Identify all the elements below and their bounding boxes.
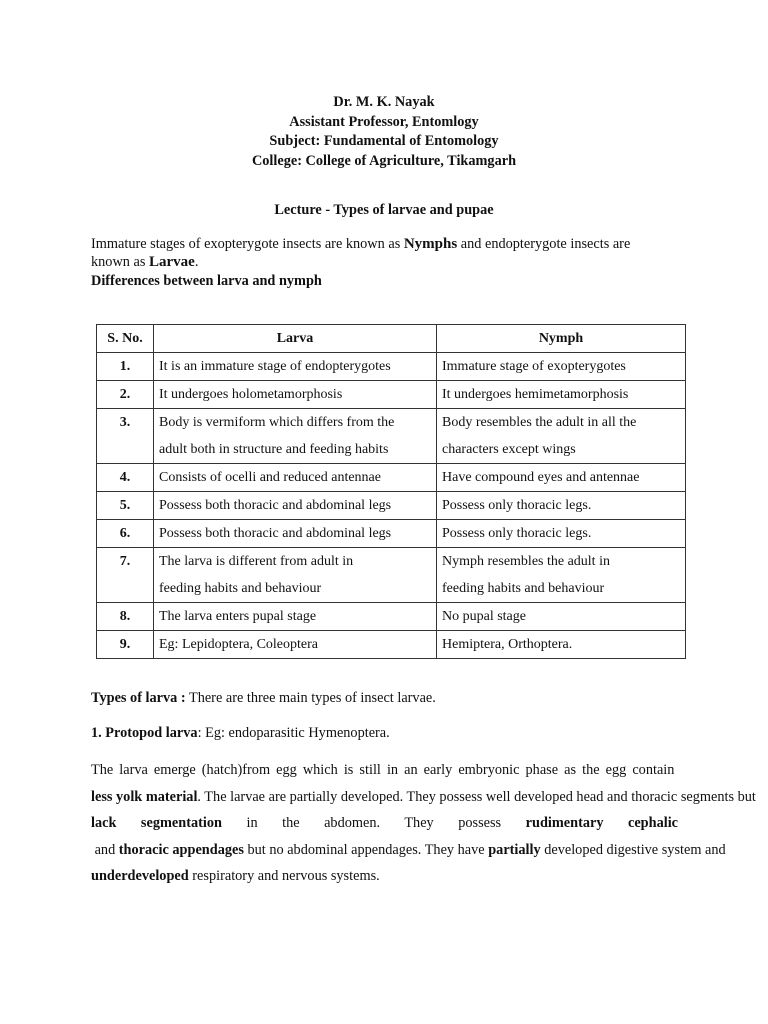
intro-text-3: . [194, 254, 199, 270]
larva-cell [154, 631, 437, 659]
nymph-cell [437, 520, 686, 548]
larva-cell-line: adult both in structure and feeding habits [159, 442, 389, 457]
nymph-cell [437, 409, 686, 464]
nymph-cell-line: Immature stage of exopterygotes [442, 359, 626, 374]
para-line-3 [91, 810, 678, 837]
para-line-1 [91, 757, 678, 784]
row-number: 7. [97, 548, 154, 603]
para-text-4: and [91, 841, 119, 858]
row-number: 8. [97, 603, 154, 631]
row-number: 3. [97, 409, 154, 464]
larva-cell [154, 464, 437, 492]
header-nymph: Nymph [437, 325, 686, 353]
nymph-cell [437, 464, 686, 492]
larva-cell [154, 381, 437, 409]
table-row [97, 409, 686, 464]
header-larva: Larva [154, 325, 437, 353]
intro-larvae-term: Larvae [148, 254, 195, 270]
nymph-cell-line: Nymph resembles the adult in [442, 554, 610, 569]
para-text-5: but no abdominal appendages. They have [243, 841, 489, 858]
intro-nymphs-term: Nymphs [403, 236, 458, 252]
differences-heading: Differences between larva and nymph [91, 273, 322, 289]
intro-paragraph [91, 235, 671, 271]
larva-cell [154, 548, 437, 603]
nymph-cell [437, 603, 686, 631]
row-number: 6. [97, 520, 154, 548]
header-sno: S. No. [97, 325, 154, 353]
para-bold-6: underdeveloped [91, 868, 189, 884]
lecture-title: Lecture - Types of larvae and pupae [274, 202, 494, 218]
row-number: 4. [97, 464, 154, 492]
para-text-7: respiratory and nervous systems. [188, 868, 380, 884]
larva-cell-line: feeding habits and behaviour [159, 581, 322, 596]
nymph-cell [437, 353, 686, 381]
larva-cell-line: Body is vermiform which differs from the [159, 415, 395, 430]
nymph-cell-line: Possess only thoracic legs. [442, 498, 592, 513]
table-row [97, 631, 686, 659]
nymph-cell-line: Hemiptera, Orthoptera. [442, 637, 573, 652]
nymph-cell [437, 381, 686, 409]
para-bold-2: lack segmentation [91, 815, 222, 831]
para-bold-3: rudimentary cephalic [525, 815, 679, 831]
intro-text-1: Immature stages of exopterygote insects are known as [91, 236, 404, 252]
college-line: College: College of Agriculture, Tikamgarh [251, 152, 517, 169]
nymph-cell-line: Have compound eyes and antennae [442, 470, 640, 485]
para-text-6: developed digestive system and [540, 841, 730, 858]
types-of-larva-label: Types of larva : [91, 690, 186, 706]
nymph-cell [437, 492, 686, 520]
larva-cell-line: Consists of ocelli and reduced antennae [159, 470, 381, 485]
author-name: Dr. M. K. Nayak [333, 94, 435, 110]
para-bold-1: less yolk material [91, 788, 198, 805]
row-number: 5. [97, 492, 154, 520]
para-line-4 [91, 837, 730, 864]
nymph-cell-line: characters except wings [442, 442, 576, 457]
larva-cell-line: Possess both thoracic and abdominal legs [159, 498, 392, 513]
table-row [97, 603, 686, 631]
larva-cell-line: It is an immature stage of endopterygotes [159, 359, 391, 374]
para-line-5 [91, 863, 678, 890]
protopod-label: 1. Protopod larva [91, 725, 198, 741]
larva-cell [154, 409, 437, 464]
nymph-cell [437, 548, 686, 603]
table-row [97, 381, 686, 409]
nymph-cell-line: It undergoes hemimetamorphosis [442, 387, 629, 402]
table-row [97, 353, 686, 381]
table-row [97, 464, 686, 492]
comparison-table [96, 324, 686, 659]
nymph-cell-line: No pupal stage [442, 609, 526, 624]
protopod-text: : Eg: endoparasitic Hymenoptera. [197, 725, 390, 741]
para-text-1: The larva emerge (hatch)from egg which is still in an early embryonic phase as the egg contain [91, 762, 678, 778]
para-bold-4: thoracic appendages [118, 841, 244, 858]
table-body [97, 353, 686, 659]
table-row [97, 492, 686, 520]
author-designation: Assistant Professor, Entomlogy [289, 113, 479, 130]
para-text-2: . The larvae are partially developed. They possess well developed head and thoracic segments but [197, 788, 760, 805]
larva-cell [154, 353, 437, 381]
table-row [97, 520, 686, 548]
intro-text-2: and endopterygote insects are known as [91, 236, 631, 270]
larva-cell-line: It undergoes holometamorphosis [159, 387, 343, 402]
larva-cell-line: Eg: Lepidoptera, Coleoptera [159, 637, 318, 652]
row-number: 1. [97, 353, 154, 381]
larva-cell-line: The larva is different from adult in [159, 554, 354, 569]
protopod-line [91, 723, 390, 743]
row-number: 9. [97, 631, 154, 659]
table-header-row [97, 325, 686, 353]
larva-cell-line: Possess both thoracic and abdominal legs [159, 526, 392, 541]
types-of-larva-line [91, 688, 436, 708]
protopod-description [91, 757, 760, 890]
para-text-3: in the abdomen. They possess [221, 815, 526, 831]
nymph-cell-line: feeding habits and behaviour [442, 581, 605, 596]
author-header [0, 93, 768, 171]
nymph-cell-line: Body resembles the adult in all the [442, 415, 637, 430]
para-line-2 [91, 784, 760, 811]
types-of-larva-text: There are three main types of insect larvae. [185, 690, 436, 706]
nymph-cell [437, 631, 686, 659]
larva-cell [154, 603, 437, 631]
row-number: 2. [97, 381, 154, 409]
table-row [97, 548, 686, 603]
para-bold-5: partially [488, 841, 541, 858]
subject-line: Subject: Fundamental of Entomology [269, 133, 499, 149]
larva-cell [154, 520, 437, 548]
larva-cell [154, 492, 437, 520]
larva-cell-line: The larva enters pupal stage [159, 609, 317, 624]
nymph-cell-line: Possess only thoracic legs. [442, 526, 592, 541]
